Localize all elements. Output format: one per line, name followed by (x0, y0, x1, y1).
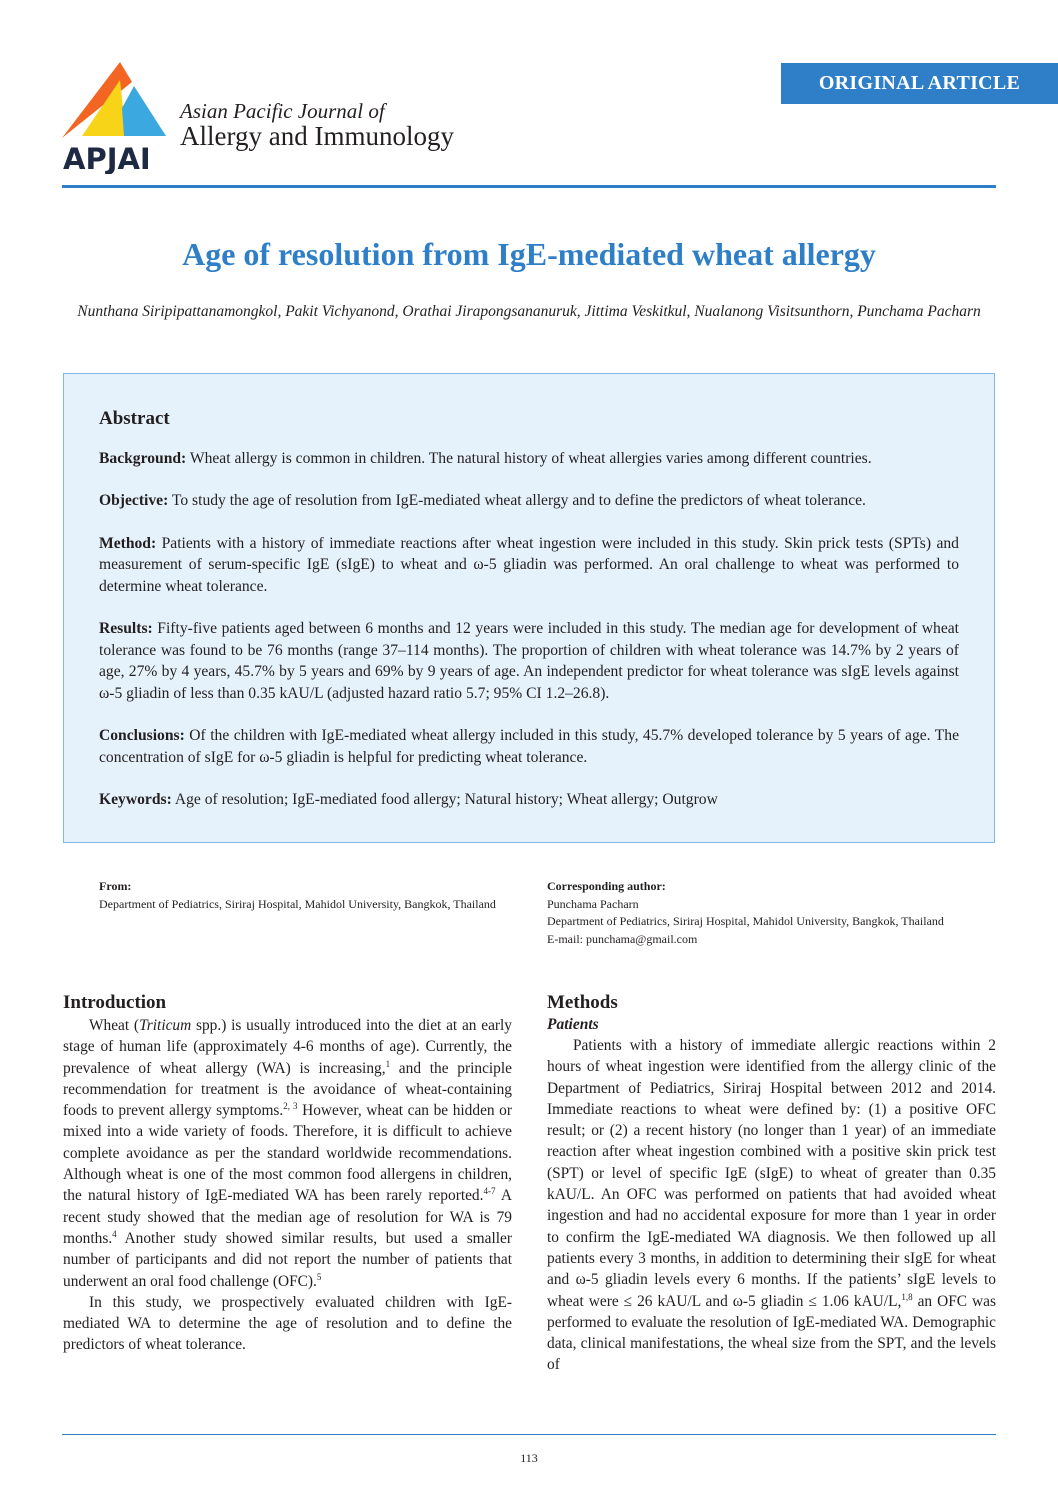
citation: 2, 3 (283, 1101, 298, 1112)
logo-text: APJAI (63, 142, 151, 174)
apjai-logo-icon (62, 62, 172, 174)
citation: 1 (385, 1058, 391, 1069)
citation: 5 (316, 1271, 322, 1282)
from-text: Department of Pediatrics, Siriraj Hospital, Mahidol University, Bangkok, Thailand (99, 896, 496, 911)
from-label: From: (99, 879, 132, 893)
footer-divider (62, 1434, 996, 1435)
abstract-conclusions (99, 725, 959, 768)
introduction-paragraph-2: In this study, we prospectively evaluated children with IgE-mediated WA to determine the age of resolution and to define the predictors of wheat tolerance. (63, 1293, 512, 1354)
conclusions-label: Conclusions: (99, 727, 185, 744)
journal-name-line1: Asian Pacific Journal of (180, 99, 385, 123)
article-title: Age of resolution from IgE-mediated wheat allergy (182, 236, 876, 272)
patients-subheading: Patients (547, 1016, 599, 1033)
journal-name-line2: Allergy and Immunology (180, 121, 454, 151)
citation: 1,8 (901, 1291, 913, 1302)
abstract-background (99, 448, 959, 470)
citation: 4 (112, 1228, 117, 1239)
abstract-heading: Abstract (99, 408, 170, 429)
abstract-keywords (99, 789, 959, 811)
corresponding-author (547, 878, 967, 948)
header-divider (62, 185, 996, 188)
abstract-method (99, 533, 959, 598)
results-label: Results: (99, 620, 153, 637)
keywords-text: Age of resolution; IgE-mediated food allergy; Natural history; Wheat allergy; Outgrow (174, 791, 718, 808)
corr-name: Punchama Pacharn (547, 896, 639, 911)
method-text: Patients with a history of immediate reactions after wheat ingestion were included in this study. Skin prick tests (SPTs) and measurement of serum-specific IgE (sIgE) to wheat and ω-5 gliadin was performed. An oral challenge to wheat was performed to determine wheat tolerance. (99, 534, 959, 595)
background-text: Wheat allergy is common in children. The natural history of wheat allergies varies among different countries. (189, 449, 872, 467)
method-label: Method: (99, 534, 157, 552)
page-number: 113 (520, 1451, 538, 1465)
corr-email: E-mail: punchama@gmail.com (547, 931, 698, 946)
methods-heading: Methods (547, 992, 618, 1013)
methods-section (547, 991, 996, 1376)
affiliation-from (99, 878, 511, 913)
keywords-label: Keywords: (99, 791, 172, 808)
introduction-heading: Introduction (63, 992, 167, 1013)
objective-text: To study the age of resolution from IgE-mediated wheat allergy and to define the predictors of wheat tolerance. (171, 492, 866, 509)
results-text: Fifty-five patients aged between 6 months and 12 years were included in this study. The median age for development of wheat tolerance was found to be 76 months (range 37–114 months). The proportion of children with wheat tolerance was 14.7% by 2 years of age, 27% by 4 years, 45.7% by 5 years and 69% by 9 years of age. An independent predictor for wheat tolerance was sIgE levels against ω-5 gliadin of less than 0.35 kAU/L (adjusted hazard ratio 5.7; 95% CI 1.2–26.8). (99, 620, 959, 702)
background-label: Background: (99, 449, 187, 467)
corr-dept: Department of Pediatrics, Siriraj Hospital, Mahidol University, Bangkok, Thailand (547, 914, 944, 928)
author-list: Nunthana Siripipattanamongkol, Pakit Vichyanond, Orathai Jirapongsananuruk, Jittima Veskitkul, Nualanong Visitsunthorn, Punchama Pacharn (77, 303, 981, 320)
article-type-badge: ORIGINAL ARTICLE (781, 63, 1058, 104)
introduction-section (63, 991, 512, 1356)
introduction-paragraph-1: Wheat (Triticum spp.) is usually introduced into the diet at an early stage of human life (approximately 4-6 months of age). Currently, the prevalence of wheat allergy (WA) is increasing,$^1$ and the principle recommendation for treatment is the avoidance of wheat-containing foods to prevent allergy symptoms.$^{2, 3}$ However, wheat can be hidden or mixed into a wide variety of foods. Therefore, it is difficult to achieve complete avoidance as per the standard worldwide recommendations. Although wheat is one of the most common food allergens in children, the natural history of IgE-mediated WA has been rarely reported.$^{4-7}$ A recent study showed that the median age of resolution for WA is 79 months.$^4$ Another study showed similar results, but used a smaller number of participants and did not report the number of patients that underwent an oral food challenge (OFC).$^5$ (63, 1017, 512, 1290)
citation: 4-7 (483, 1186, 496, 1197)
methods-paragraph-1: Patients with a history of immediate allergic reactions within 2 hours of wheat ingestion were identified from the allergy clinic of the Department of Pediatrics, Siriraj Hospital between 2012 and 2014. Immediate reactions to wheat were defined by: (1) a positive OFC result; or (2) a recent history (no longer than 1 year) of an immediate reaction after wheat ingestion combined with a positive skin prick test (SPT) or level of specific IgE (sIgE) to wheat of greater than 0.35 kAU/L. An OFC was performed on patients that had avoided wheat ingestion and had no accidental exposure for more than 1 year in order to confirm the IgE-mediated WA diagnosis. We then followed up all patients every 3 months, in addition to determining their sIgE for wheat and ω-5 gliadin levels every 6 months. If the patients’ sIgE levels to wheat were ≤ 26 kAU/L and ω-5 gliadin ≤ 1.06 kAU/L,$^{1,8}$ an OFC was performed to evaluate the resolution of IgE-mediated WA. Demographic data, clinical manifestations, the wheal size from the SPT, and the levels of (547, 1037, 996, 1374)
genus-name: Triticum (139, 1017, 192, 1034)
corr-label: Corresponding author: (547, 879, 666, 893)
abstract-results (99, 618, 959, 704)
abstract-objective (99, 490, 959, 512)
abstract-box (63, 373, 995, 843)
objective-label: Objective: (99, 492, 169, 509)
conclusions-text: Of the children with IgE-mediated wheat allergy included in this study, 45.7% developed tolerance by 5 years of age. The concentration of sIgE for ω-5 gliadin is helpful for predicting wheat tolerance. (99, 727, 959, 766)
